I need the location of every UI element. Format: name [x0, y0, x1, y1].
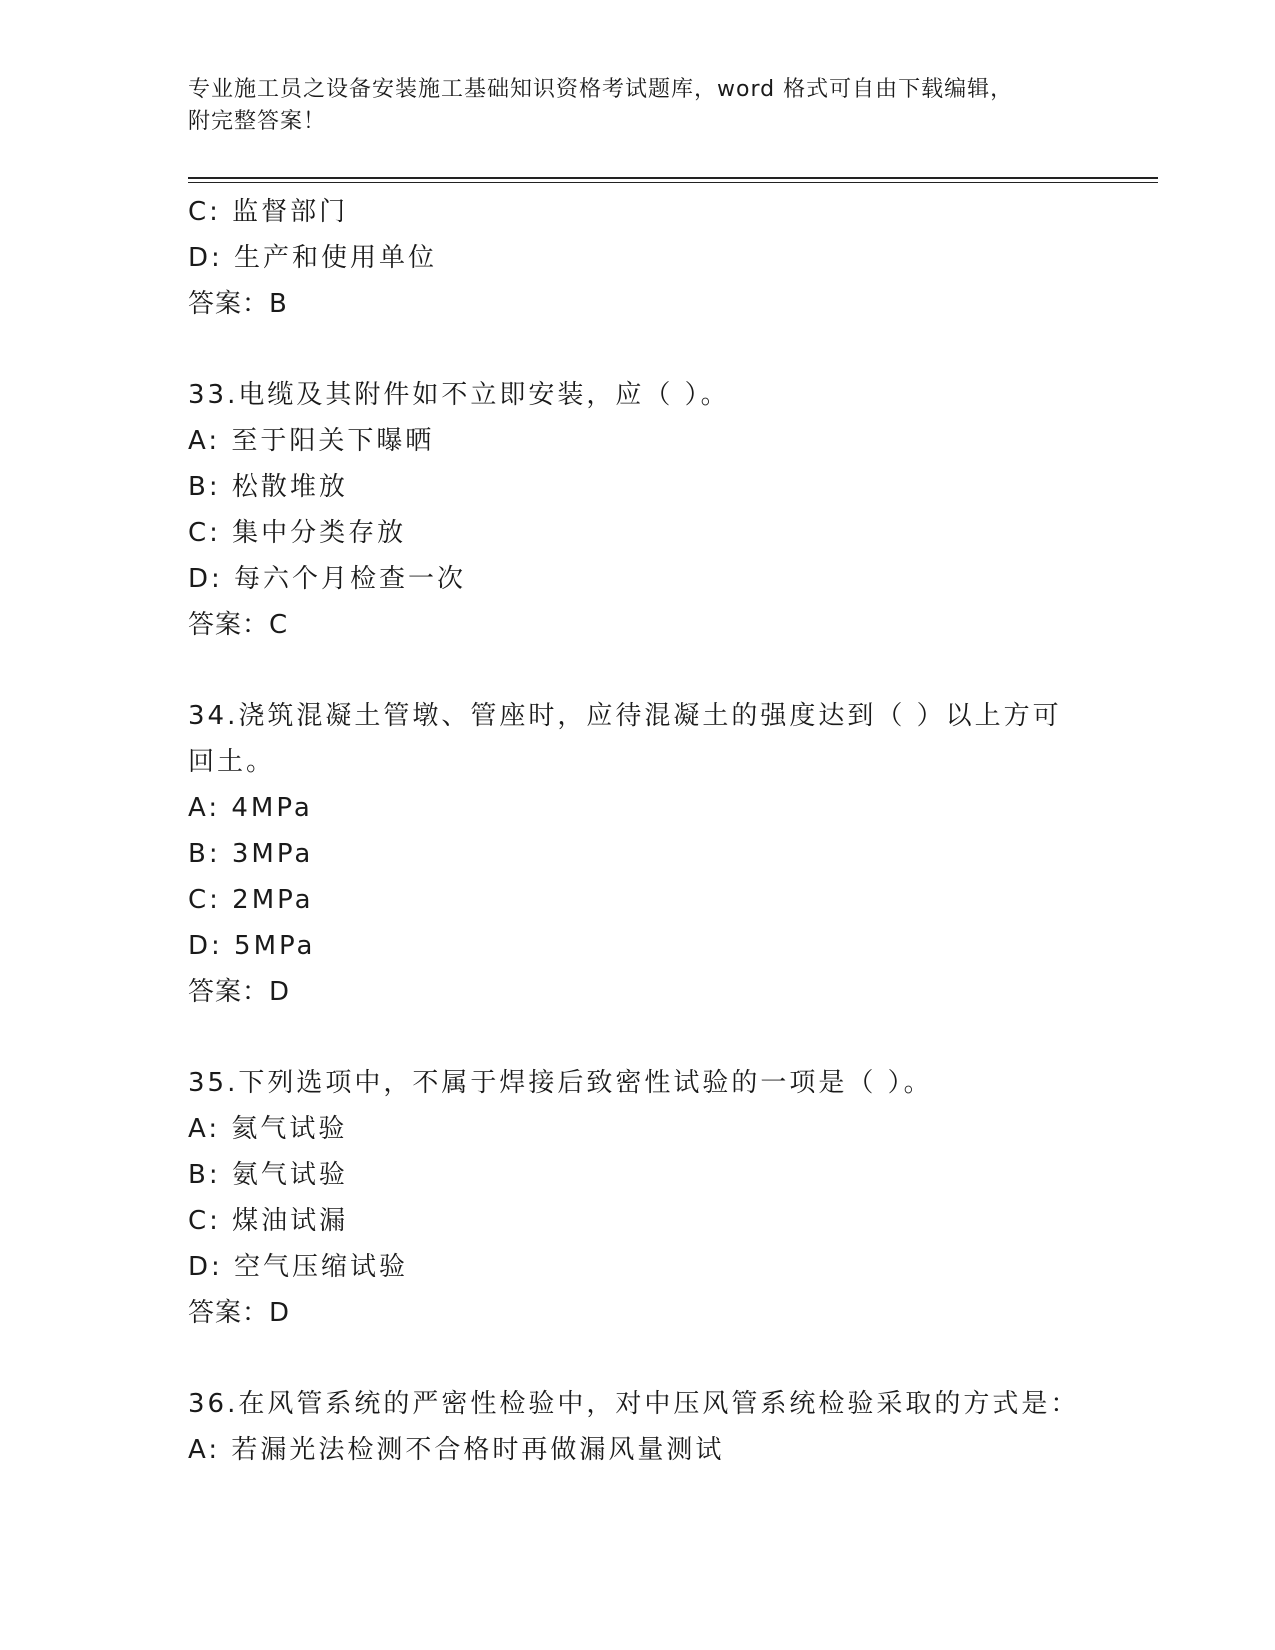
option-d: D: 空气压缩试验 — [188, 1252, 409, 1282]
document-header — [188, 74, 1068, 138]
question-34 — [188, 693, 1088, 1015]
answer-label: 答案：D — [188, 1298, 291, 1328]
option-a: A: 若漏光法检测不合格时再做漏风量测试 — [188, 1435, 725, 1465]
question-36 — [188, 1381, 1088, 1473]
header-divider-thick — [188, 177, 1158, 179]
option-d: D: 生产和使用单位 — [188, 243, 438, 273]
question-33 — [188, 372, 1088, 648]
answer-label: 答案：C — [188, 610, 289, 640]
question-text-line-1: 34.浇筑混凝土管墩、管座时，应待混凝土的强度达到（ ）以上方可 — [188, 701, 1062, 731]
option-d: D: 5MPa — [188, 931, 316, 961]
option-c: C: 2MPa — [188, 885, 314, 915]
question-fragment-32 — [188, 189, 1088, 327]
option-c: C: 集中分类存放 — [188, 518, 407, 548]
answer-label: 答案：D — [188, 977, 291, 1007]
option-c: C: 监督部门 — [188, 197, 349, 227]
header-divider-thin — [188, 182, 1158, 183]
question-list — [188, 189, 1088, 1473]
header-line-1: 专业施工员之设备安装施工基础知识资格考试题库，word 格式可自由下载编辑， — [188, 77, 1014, 102]
header-line-2: 附完整答案！ — [188, 109, 327, 134]
question-35 — [188, 1060, 1088, 1336]
question-text: 35.下列选项中，不属于焊接后致密性试验的一项是（ ）。 — [188, 1068, 933, 1098]
option-a: A: 至于阳关下曝晒 — [188, 426, 435, 456]
question-text-line-2: 回土。 — [188, 747, 276, 777]
option-d: D: 每六个月检查一次 — [188, 564, 467, 594]
option-a: A: 氦气试验 — [188, 1114, 348, 1144]
option-b: B: 松散堆放 — [188, 472, 348, 502]
option-a: A: 4MPa — [188, 793, 313, 823]
question-text: 33.电缆及其附件如不立即安装，应（ ）。 — [188, 380, 730, 410]
option-b: B: 氨气试验 — [188, 1160, 348, 1190]
option-b: B: 3MPa — [188, 839, 314, 869]
question-text: 36.在风管系统的严密性检验中，对中压风管系统检验采取的方式是： — [188, 1389, 1080, 1419]
answer-label: 答案：B — [188, 289, 288, 319]
option-c: C: 煤油试漏 — [188, 1206, 349, 1236]
